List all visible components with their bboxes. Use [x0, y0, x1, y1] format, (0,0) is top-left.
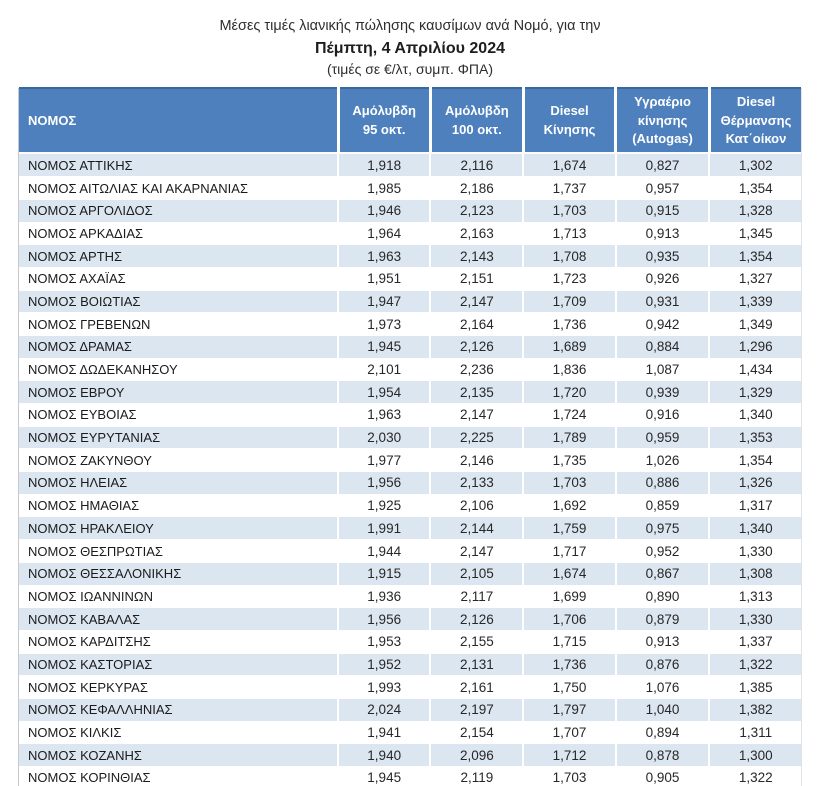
- price-cell: 1,354: [709, 449, 801, 472]
- price-cell: 1,349: [709, 313, 801, 336]
- price-cell: 1,434: [709, 358, 801, 381]
- price-cell: 1,300: [709, 744, 801, 767]
- price-cell: 1,936: [338, 585, 430, 608]
- prefecture-name-cell: ΝΟΜΟΣ ΗΛΕΙΑΣ: [19, 472, 338, 495]
- table-row: [19, 585, 801, 608]
- price-cell: 1,918: [338, 153, 430, 176]
- price-cell: 1,836: [523, 358, 615, 381]
- price-cell: 2,133: [430, 472, 523, 495]
- price-cell: 1,302: [709, 153, 801, 176]
- price-cell: 2,236: [430, 358, 523, 381]
- price-cell: 0,859: [616, 494, 710, 517]
- price-cell: 1,706: [523, 608, 615, 631]
- price-cell: 1,308: [709, 562, 801, 585]
- price-cell: 2,155: [430, 630, 523, 653]
- price-cell: 2,146: [430, 449, 523, 472]
- price-cell: 1,087: [616, 358, 710, 381]
- fuel-price-table: [19, 87, 801, 786]
- price-cell: 2,197: [430, 698, 523, 721]
- price-cell: 1,340: [709, 517, 801, 540]
- price-cell: 0,942: [616, 313, 710, 336]
- price-cell: 1,993: [338, 676, 430, 699]
- price-cell: 1,985: [338, 177, 430, 200]
- table-row: [19, 630, 801, 653]
- price-cell: 2,163: [430, 222, 523, 245]
- price-cell: 1,353: [709, 426, 801, 449]
- price-cell: 1,382: [709, 698, 801, 721]
- price-cell: 1,339: [709, 290, 801, 313]
- prefecture-name-cell: ΝΟΜΟΣ ΙΩΑΝΝΙΝΩΝ: [19, 585, 338, 608]
- price-cell: 1,330: [709, 540, 801, 563]
- price-cell: 1,724: [523, 404, 615, 427]
- price-cell: 0,975: [616, 517, 710, 540]
- price-cell: 0,827: [616, 153, 710, 176]
- price-cell: 1,951: [338, 267, 430, 290]
- price-cell: 1,736: [523, 653, 615, 676]
- price-cell: 1,345: [709, 222, 801, 245]
- price-cell: 2,154: [430, 721, 523, 744]
- table-row: [19, 494, 801, 517]
- prefecture-name-cell: ΝΟΜΟΣ ΚΕΡΚΥΡΑΣ: [19, 676, 338, 699]
- price-cell: 1,709: [523, 290, 615, 313]
- prefecture-name-cell: ΝΟΜΟΣ ΚΑΒΑΛΑΣ: [19, 608, 338, 631]
- title-block: [0, 17, 820, 78]
- prefecture-name-cell: ΝΟΜΟΣ ΕΒΡΟΥ: [19, 381, 338, 404]
- price-cell: 1,953: [338, 630, 430, 653]
- header-nomos: ΝΟΜΟΣ: [19, 88, 338, 153]
- price-cell: 2,106: [430, 494, 523, 517]
- table-row: [19, 608, 801, 631]
- price-cell: 0,878: [616, 744, 710, 767]
- price-cell: 1,915: [338, 562, 430, 585]
- price-cell: 1,720: [523, 381, 615, 404]
- price-cell: 0,879: [616, 608, 710, 631]
- price-cell: 0,952: [616, 540, 710, 563]
- report-date: Πέμπτη, 4 Απριλίου 2024: [315, 40, 505, 58]
- price-cell: 2,101: [338, 358, 430, 381]
- price-cell: 1,963: [338, 404, 430, 427]
- price-cell: 1,717: [523, 540, 615, 563]
- price-cell: 1,703: [523, 472, 615, 495]
- table-row: [19, 290, 801, 313]
- price-cell: 1,925: [338, 494, 430, 517]
- page-title: Μέσες τιμές λιανικής πώλησης καυσίμων ανά Νομό, για την: [219, 18, 601, 34]
- price-cell: 1,713: [523, 222, 615, 245]
- price-cell: 0,959: [616, 426, 710, 449]
- prefecture-name-cell: ΝΟΜΟΣ ΚΕΦΑΛΛΗΝΙΑΣ: [19, 698, 338, 721]
- price-cell: 0,884: [616, 335, 710, 358]
- table-row: [19, 721, 801, 744]
- price-cell: 1,385: [709, 676, 801, 699]
- table-row: [19, 404, 801, 427]
- price-cell: 2,126: [430, 335, 523, 358]
- table-row: [19, 653, 801, 676]
- table-row: [19, 562, 801, 585]
- price-cell: 2,105: [430, 562, 523, 585]
- prefecture-name-cell: ΝΟΜΟΣ ΚΟΡΙΝΘΙΑΣ: [19, 767, 338, 786]
- prefecture-name-cell: ΝΟΜΟΣ ΚΙΛΚΙΣ: [19, 721, 338, 744]
- price-cell: 1,735: [523, 449, 615, 472]
- price-cell: 2,164: [430, 313, 523, 336]
- prefecture-name-cell: ΝΟΜΟΣ ΗΜΑΘΙΑΣ: [19, 494, 338, 517]
- price-cell: 1,759: [523, 517, 615, 540]
- price-cell: 1,313: [709, 585, 801, 608]
- table-header-row: [19, 88, 801, 153]
- price-cell: 1,945: [338, 767, 430, 786]
- price-cell: 1,956: [338, 472, 430, 495]
- price-cell: 1,723: [523, 267, 615, 290]
- prefecture-name-cell: ΝΟΜΟΣ ΑΤΤΙΚΗΣ: [19, 153, 338, 176]
- header-diesel-motion: Diesel Κίνησης: [523, 88, 615, 153]
- price-cell: 1,956: [338, 608, 430, 631]
- table-row: [19, 449, 801, 472]
- price-cell: 1,674: [523, 562, 615, 585]
- price-cell: 2,126: [430, 608, 523, 631]
- table-row: [19, 358, 801, 381]
- price-cell: 1,750: [523, 676, 615, 699]
- price-cell: 1,954: [338, 381, 430, 404]
- price-cell: 0,915: [616, 199, 710, 222]
- prefecture-name-cell: ΝΟΜΟΣ ΑΡΚΑΔΙΑΣ: [19, 222, 338, 245]
- price-cell: 0,867: [616, 562, 710, 585]
- units-note: (τιμές σε €/λτ, συμπ. ΦΠΑ): [326, 61, 494, 78]
- table-row: [19, 472, 801, 495]
- table-row: [19, 676, 801, 699]
- price-cell: 1,692: [523, 494, 615, 517]
- price-cell: 1,322: [709, 767, 801, 786]
- price-cell: 1,944: [338, 540, 430, 563]
- price-cell: 1,322: [709, 653, 801, 676]
- price-cell: 2,161: [430, 676, 523, 699]
- price-cell: 0,913: [616, 222, 710, 245]
- price-cell: 2,024: [338, 698, 430, 721]
- price-cell: 1,354: [709, 177, 801, 200]
- prefecture-name-cell: ΝΟΜΟΣ ΚΑΣΤΟΡΙΑΣ: [19, 653, 338, 676]
- price-cell: 1,789: [523, 426, 615, 449]
- price-cell: 2,151: [430, 267, 523, 290]
- price-cell: 1,326: [709, 472, 801, 495]
- price-cell: 1,703: [523, 767, 615, 786]
- prefecture-name-cell: ΝΟΜΟΣ ΚΑΡΔΙΤΣΗΣ: [19, 630, 338, 653]
- price-cell: 1,076: [616, 676, 710, 699]
- table-row: [19, 744, 801, 767]
- table-row: [19, 540, 801, 563]
- price-cell: 1,945: [338, 335, 430, 358]
- price-cell: 1,941: [338, 721, 430, 744]
- price-cell: 1,674: [523, 153, 615, 176]
- prefecture-name-cell: ΝΟΜΟΣ ΘΕΣΣΑΛΟΝΙΚΗΣ: [19, 562, 338, 585]
- price-cell: 1,708: [523, 245, 615, 268]
- table-row: [19, 313, 801, 336]
- prefecture-name-cell: ΝΟΜΟΣ ΑΙΤΩΛΙΑΣ ΚΑΙ ΑΚΑΡΝΑΝΙΑΣ: [19, 177, 338, 200]
- price-cell: 1,340: [709, 404, 801, 427]
- prefecture-name-cell: ΝΟΜΟΣ ΕΥΒΟΙΑΣ: [19, 404, 338, 427]
- price-cell: 0,939: [616, 381, 710, 404]
- prefecture-name-cell: ΝΟΜΟΣ ΔΡΑΜΑΣ: [19, 335, 338, 358]
- prefecture-name-cell: ΝΟΜΟΣ ΑΡΓΟΛΙΔΟΣ: [19, 199, 338, 222]
- price-cell: 2,135: [430, 381, 523, 404]
- prefecture-name-cell: ΝΟΜΟΣ ΔΩΔΕΚΑΝΗΣΟΥ: [19, 358, 338, 381]
- price-cell: 1,947: [338, 290, 430, 313]
- price-cell: 2,147: [430, 540, 523, 563]
- price-cell: 0,926: [616, 267, 710, 290]
- price-cell: 2,119: [430, 767, 523, 786]
- prefecture-name-cell: ΝΟΜΟΣ ΘΕΣΠΡΩΤΙΑΣ: [19, 540, 338, 563]
- price-cell: 2,131: [430, 653, 523, 676]
- prefecture-name-cell: ΝΟΜΟΣ ΑΧΑΪΑΣ: [19, 267, 338, 290]
- price-cell: 2,096: [430, 744, 523, 767]
- price-cell: 1,329: [709, 381, 801, 404]
- price-cell: 0,890: [616, 585, 710, 608]
- price-cell: 2,116: [430, 153, 523, 176]
- prefecture-name-cell: ΝΟΜΟΣ ΕΥΡΥΤΑΝΙΑΣ: [19, 426, 338, 449]
- price-cell: 2,147: [430, 290, 523, 313]
- price-cell: 1,311: [709, 721, 801, 744]
- table-row: [19, 222, 801, 245]
- price-cell: 0,886: [616, 472, 710, 495]
- price-cell: 0,913: [616, 630, 710, 653]
- price-cell: 1,703: [523, 199, 615, 222]
- table-row: [19, 245, 801, 268]
- table-row: [19, 177, 801, 200]
- price-cell: 0,931: [616, 290, 710, 313]
- table-row: [19, 267, 801, 290]
- price-cell: 1,952: [338, 653, 430, 676]
- price-cell: 0,876: [616, 653, 710, 676]
- price-cell: 2,144: [430, 517, 523, 540]
- price-cell: 1,337: [709, 630, 801, 653]
- price-cell: 0,957: [616, 177, 710, 200]
- prefecture-name-cell: ΝΟΜΟΣ ΑΡΤΗΣ: [19, 245, 338, 268]
- header-heating-diesel: Diesel Θέρμανσης Κατ΄οίκον: [709, 88, 801, 153]
- prefecture-name-cell: ΝΟΜΟΣ ΓΡΕΒΕΝΩΝ: [19, 313, 338, 336]
- price-cell: 1,712: [523, 744, 615, 767]
- price-cell: 1,707: [523, 721, 615, 744]
- table-row: [19, 153, 801, 176]
- price-cell: 0,894: [616, 721, 710, 744]
- price-cell: 0,916: [616, 404, 710, 427]
- price-cell: 1,327: [709, 267, 801, 290]
- prefecture-name-cell: ΝΟΜΟΣ ΒΟΙΩΤΙΑΣ: [19, 290, 338, 313]
- prefecture-name-cell: ΝΟΜΟΣ ΖΑΚΥΝΘΟΥ: [19, 449, 338, 472]
- price-cell: 1,964: [338, 222, 430, 245]
- price-cell: 1,317: [709, 494, 801, 517]
- price-cell: 1,963: [338, 245, 430, 268]
- price-cell: 2,147: [430, 404, 523, 427]
- price-cell: 2,225: [430, 426, 523, 449]
- price-cell: 1,296: [709, 335, 801, 358]
- table-row: [19, 426, 801, 449]
- price-cell: 2,143: [430, 245, 523, 268]
- price-cell: 1,040: [616, 698, 710, 721]
- price-cell: 0,935: [616, 245, 710, 268]
- price-cell: 1,797: [523, 698, 615, 721]
- price-cell: 1,973: [338, 313, 430, 336]
- table-body: [19, 153, 801, 786]
- table-row: [19, 767, 801, 786]
- price-cell: 1,689: [523, 335, 615, 358]
- price-cell: 1,715: [523, 630, 615, 653]
- table-row: [19, 517, 801, 540]
- price-cell: 1,946: [338, 199, 430, 222]
- prefecture-name-cell: ΝΟΜΟΣ ΚΟΖΑΝΗΣ: [19, 744, 338, 767]
- table-row: [19, 335, 801, 358]
- header-unleaded-100: Αμόλυβδη 100 οκτ.: [430, 88, 523, 153]
- price-cell: 1,977: [338, 449, 430, 472]
- price-cell: 1,330: [709, 608, 801, 631]
- prefecture-name-cell: ΝΟΜΟΣ ΗΡΑΚΛΕΙΟΥ: [19, 517, 338, 540]
- price-cell: 1,736: [523, 313, 615, 336]
- price-cell: 1,699: [523, 585, 615, 608]
- price-cell: 2,186: [430, 177, 523, 200]
- price-cell: 0,905: [616, 767, 710, 786]
- table-row: [19, 698, 801, 721]
- price-cell: 1,026: [616, 449, 710, 472]
- table-row: [19, 381, 801, 404]
- header-autogas: Υγραέριο κίνησης (Autogas): [616, 88, 710, 153]
- header-unleaded-95: Αμόλυβδη 95 οκτ.: [338, 88, 430, 153]
- price-cell: 1,940: [338, 744, 430, 767]
- price-cell: 1,354: [709, 245, 801, 268]
- price-cell: 2,030: [338, 426, 430, 449]
- price-cell: 1,737: [523, 177, 615, 200]
- price-cell: 2,117: [430, 585, 523, 608]
- table-row: [19, 199, 801, 222]
- price-cell: 2,123: [430, 199, 523, 222]
- price-cell: 1,991: [338, 517, 430, 540]
- price-cell: 1,328: [709, 199, 801, 222]
